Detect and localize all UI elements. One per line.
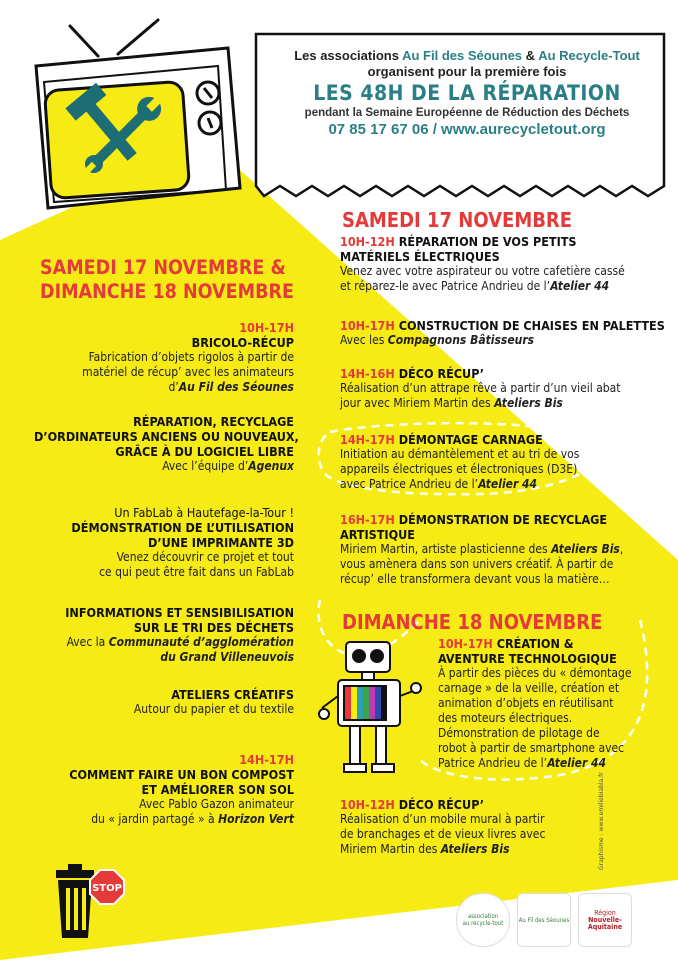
logo-nouvelle-aquitaine: Région Nouvelle- Aquitaine xyxy=(578,893,632,947)
event-title: LES 48H DE LA RÉPARATION xyxy=(313,81,621,105)
left-event-fablab: Un FabLab à Hautefage-la-Tour ! DÉMONSTRATION DE L’UTILISATION D’UNE IMPRIMANTE 3D Venez découvrir ce projet et tout ce qui peut être fait dans un FabLab xyxy=(71,505,294,579)
header-line1: Les associations Au Fil des Séounes & Au Recycle-Tout xyxy=(294,48,640,63)
saturday-heading: SAMEDI 17 NOVEMBRE xyxy=(342,208,573,232)
right-event-creation: 10H-17H CRÉATION & AVENTURE TECHNOLOGIQUE À partir des pièces du « démontage carnage » de la veille, création et animation d’objets en réutilisant des moteurs électriques. Démonstration de pilotage de robot à partir de smartphone avec Patrice Andrieu de l’Atelier 44 xyxy=(438,636,632,770)
right-event-demontage: 14H-17H DÉMONTAGE CARNAGE Initiation au démantèlement et au tri de vos appareils électriques et électroniques (D3E) avec Patrice Andrieu de l’Atelier 44 xyxy=(340,432,580,491)
sunday-heading: DIMANCHE 18 NOVEMBRE xyxy=(342,610,603,634)
graphic-credit: Graphisme : www.emiliebiabla.fr xyxy=(598,772,605,870)
stop-sign-label: STOP xyxy=(92,883,122,894)
contact-info: 07 85 17 67 06 / www.aurecycletout.org xyxy=(328,121,606,138)
trash-stop-icon xyxy=(48,860,138,945)
right-event-deco-samedi: 14H-16H DÉCO RÉCUP’ Réalisation d’un attrape rêve à partir d’un vieil abat jour avec Miriem Martin des Ateliers Bis xyxy=(340,366,621,410)
left-event-compost: 14H-17H COMMENT FAIRE UN BON COMPOST ET AMÉLIORER SON SOL Avec Pablo Gazon animateur du « jardin partagé » à Horizon Vert xyxy=(69,752,294,826)
left-event-ateliers: ATELIERS CRÉATIFS Autour du papier et du textile xyxy=(133,687,294,716)
left-event-bricolo: 10H-17H BRICOLO-RÉCUP Fabrication d’objets rigolos à partir de matériel de récup’ avec les animateurs d’Au Fil des Séounes xyxy=(82,320,294,394)
robot-icon xyxy=(316,636,426,786)
header-line2: organisent pour la première fois xyxy=(367,64,567,79)
right-event-deco-dimanche: 10H-12H DÉCO RÉCUP’ Réalisation d’un mobile mural à partir de branchages et de vieux livres avec Miriem Martin des Ateliers Bis xyxy=(340,797,546,856)
logo-au-recycle-tout: association au recycle-tout xyxy=(456,893,510,947)
tv-tools-icon xyxy=(18,18,248,218)
left-event-reparation: RÉPARATION, RECYCLAGE D’ORDINATEURS ANCIENS OU NOUVEAUX, GRÂCE À DU LOGICIEL LIBRE Avec l’équipe d’Agenux xyxy=(34,414,299,473)
right-event-chaises: 10H-17H CONSTRUCTION DE CHAISES EN PALETTES Avec les Compagnons Bâtisseurs xyxy=(340,318,665,347)
right-event-petits-materiels: 10H-12H RÉPARATION DE VOS PETITS MATÉRIELS ÉLECTRIQUES Venez avec votre aspirateur ou votre cafetière cassé et réparez-le avec Patrice Andrieu de l’Atelier 44 xyxy=(340,234,625,293)
left-heading: SAMEDI 17 NOVEMBRE & DIMANCHE 18 NOVEMBRE xyxy=(40,256,294,303)
right-event-recyclage-artistique: 16H-17H DÉMONSTRATION DE RECYCLAGE ARTISTIQUE Miriem Martin, artiste plasticienne des Ateliers Bis, vous amènera dans son univers créatif. À partir de récup’ elle transformera devant vous la matière… xyxy=(340,512,624,586)
logo-au-fil-des-seounes: Au Fil des Séounes xyxy=(517,893,571,947)
header xyxy=(282,48,652,140)
event-subtitle: pendant la Semaine Européenne de Réduction des Déchets xyxy=(304,107,630,119)
left-event-tri: INFORMATIONS ET SENSIBILISATION SUR LE TRI DES DÉCHETS Avec la Communauté d’agglomération du Grand Villeneuvois xyxy=(65,605,294,664)
